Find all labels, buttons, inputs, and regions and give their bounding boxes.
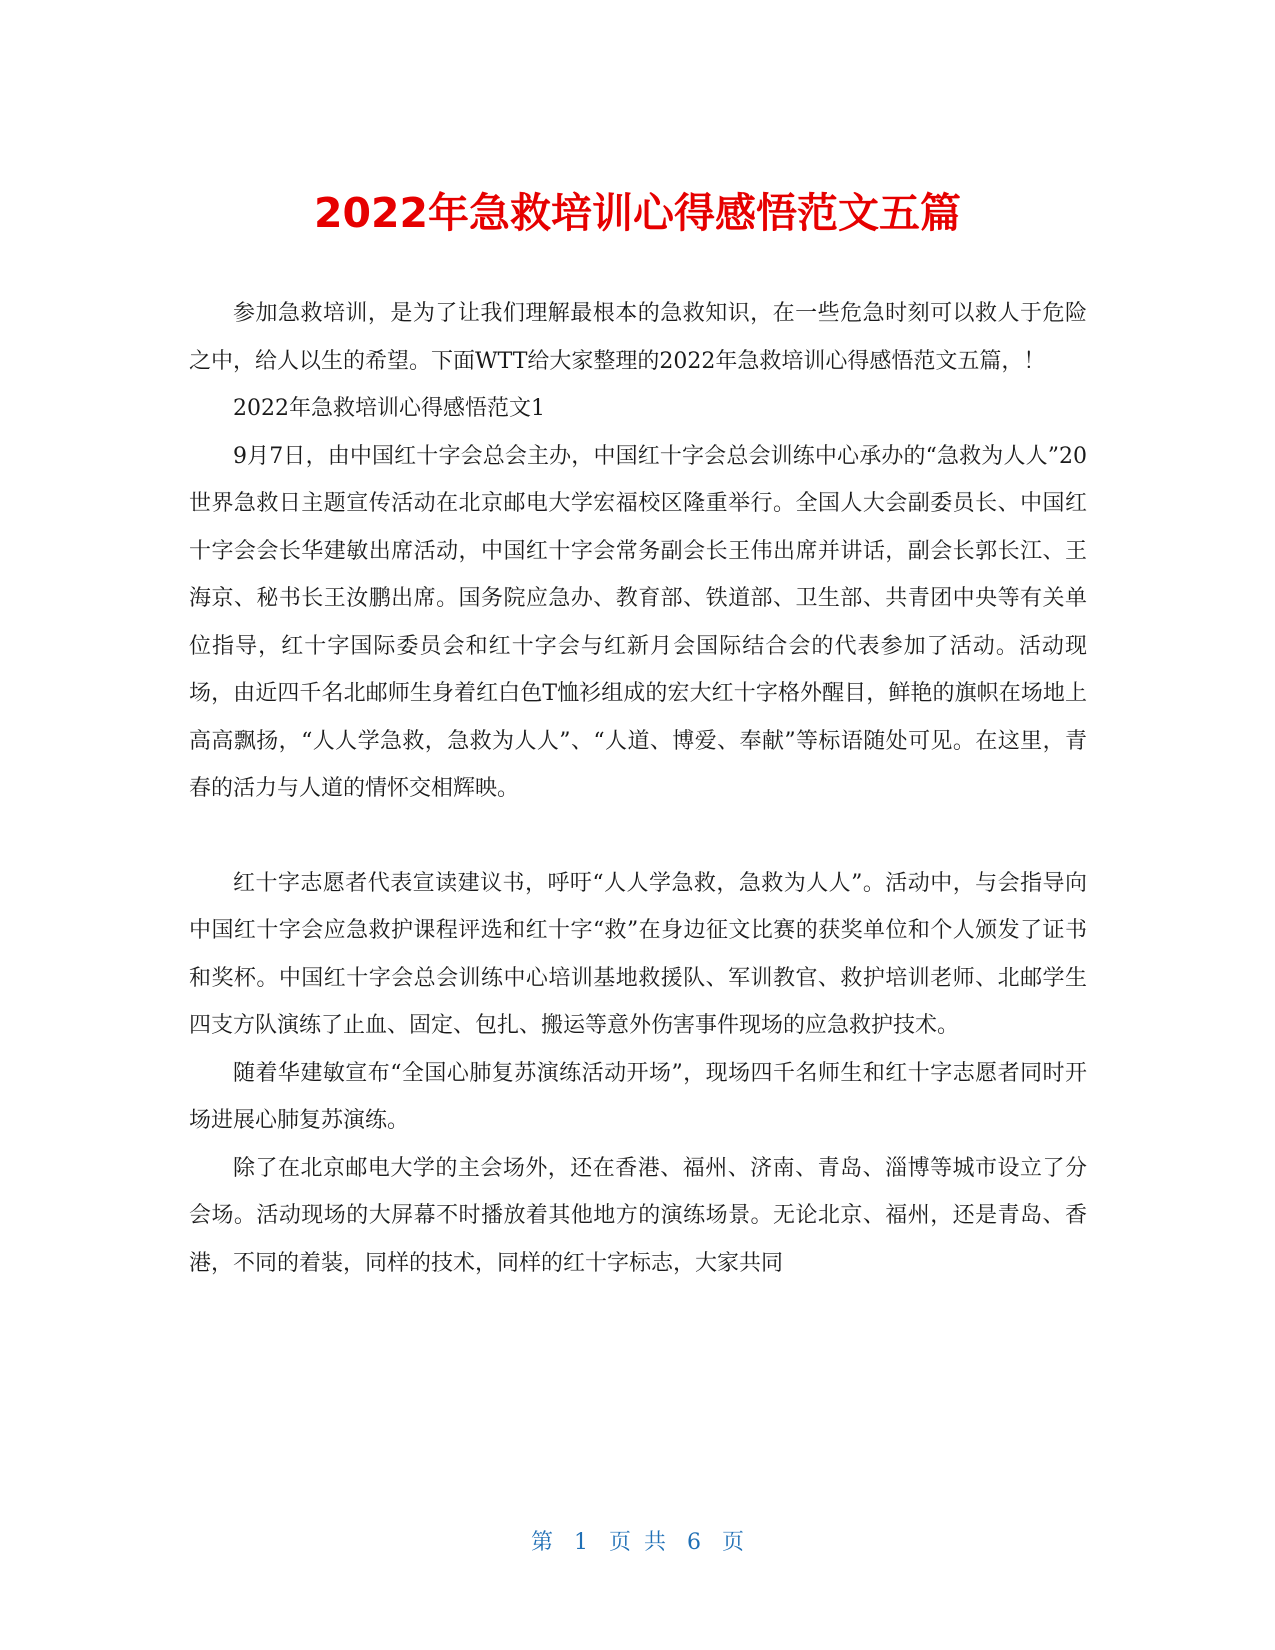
footer-prefix: 第 <box>530 1530 553 1555</box>
footer-current-page: 1 <box>574 1530 588 1555</box>
document-body <box>189 290 1087 1287</box>
intro-paragraph: 参加急救培训，是为了让我们理解最根本的急救知识，在一些危急时刻可以救人于危险之中，给人以生的希望。下面WTT给大家整理的2022年急救培训心得感悟范文五篇，！ <box>189 301 1087 374</box>
body-paragraph: 随着华建敏宣布“全国心肺复苏演练活动开场”，现场四千名师生和红十字志愿者同时开场进展心肺复苏演练。 <box>189 1060 1087 1133</box>
body-paragraph: 红十字志愿者代表宣读建议书，呼吁“人人学急救，急救为人人”。活动中，与会指导向中国红十字会应急救护课程评选和红十字“救”在身边征文比赛的获奖单位和个人颁发了证书和奖杯。中国红十字会总会训练中心培训基地救援队、军训教官、救护培训老师、北邮学生四支方队演练了止血、固定、包扎、搬运等意外伤害事件现场的应急救护技术。 <box>189 870 1087 1038</box>
body-paragraph: 9月7日，由中国红十字会总会主办，中国红十字会总会训练中心承办的“急救为人人”20世界急救日主题宣传活动在北京邮电大学宏福校区隆重举行。全国人大会副委员长、中国红十字会会长华建敏出席活动，中国红十字会常务副会长王伟出席并讲话，副会长郭长江、王海京、秘书长王汝鹏出席。国务院应急办、教育部、铁道部、卫生部、共青团中央等有关单位指导，红十字国际委员会和红十字会与红新月会国际结合会的代表参加了活动。活动现场，由近四千名北邮师生身着红白色T恤衫组成的宏大红十字格外醒目，鲜艳的旗帜在场地上高高飘扬，“人人学急救，急救为人人”、“人道、博爱、奉献”等标语随处可见。在这里，青春的活力与人道的情怀交相辉映。 <box>189 443 1087 801</box>
page-title: 2022年急救培训心得感悟范文五篇 <box>313 189 962 238</box>
footer-mid: 页 共 <box>609 1530 666 1555</box>
body-paragraph: 除了在北京邮电大学的主会场外，还在香港、福州、济南、青岛、淄博等城市设立了分会场。活动现场的大屏幕不时播放着其他地方的演练场景。无论北京、福州，还是青岛、香港，不同的着装，同样的技术，同样的红十字标志，大家共同 <box>189 1155 1087 1276</box>
section-heading: 2022年急救培训心得感悟范文1 <box>233 396 545 421</box>
footer-suffix: 页 <box>722 1530 745 1555</box>
footer-total-pages: 6 <box>687 1530 701 1555</box>
page-footer <box>0 1528 1275 1558</box>
